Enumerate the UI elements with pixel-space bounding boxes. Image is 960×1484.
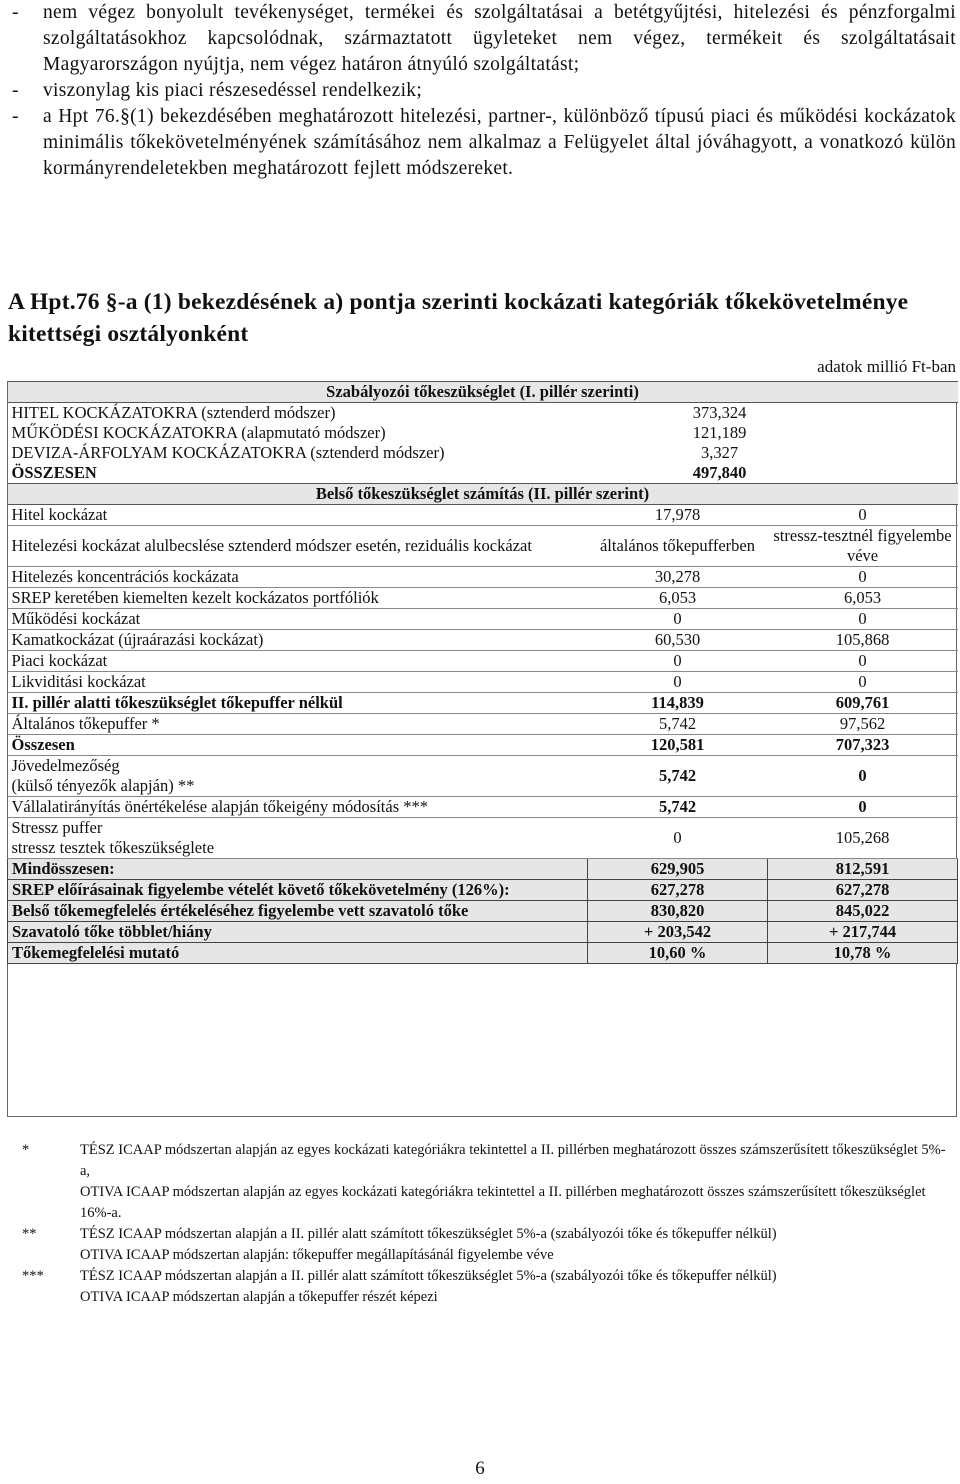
table-row xyxy=(8,526,958,567)
value-col2: stressz-tesztnél figyelembe véve xyxy=(768,526,958,567)
section-heading: A Hpt.76 §-a (1) bekezdésének a) pontja szerinti kockázati kategóriák tőkekövetelménye kitettségi osztályonként xyxy=(8,289,909,347)
value-col1: 17,978 xyxy=(588,505,768,526)
value-col2: 0 xyxy=(768,651,958,672)
table-row xyxy=(8,630,958,651)
row-label: Tőkemegfelelési mutató xyxy=(8,943,588,964)
table-row-surplus xyxy=(8,922,958,943)
value-col2: 812,591 xyxy=(768,859,958,880)
section-title: Belső tőkeszükséglet számítás (II. pillér szerint) xyxy=(8,484,958,505)
table-row-own-funds xyxy=(8,901,958,922)
row-label: ÖSSZESEN xyxy=(11,463,97,482)
bullet-item xyxy=(10,0,956,78)
value-col2: 0 xyxy=(768,505,958,526)
row-label: Kamatkockázat (újraárazási kockázat) xyxy=(8,630,588,651)
page-number: 6 xyxy=(475,1458,485,1479)
table-row-srep xyxy=(8,880,958,901)
footnote xyxy=(22,1266,952,1308)
bullet-dash: - xyxy=(12,2,19,23)
bullet-text: a Hpt 76.§(1) bekezdésében meghatározott hitelezési, partner-, különböző típusú piaci és működési kockázatok minimális tőkekövetelményének számításához nem alkalmaz a Felügyelet által jóváhagyott, a vonatkozó külön kormányrendeletekben meghatározott fejlett módszereket. xyxy=(43,106,956,179)
footnote-line: OTIVA ICAAP módszertan alapján: tőkepuffer megállapításánál figyelembe véve xyxy=(80,1247,554,1263)
table-row xyxy=(8,443,958,463)
row-label: Mindösszesen: xyxy=(8,859,588,880)
value-col2: 0 xyxy=(768,672,958,693)
unit-note: adatok millió Ft-ban xyxy=(817,357,956,376)
value-col2: 105,268 xyxy=(768,818,958,859)
footnote-body xyxy=(80,1266,952,1308)
row-label: Összesen xyxy=(8,735,588,756)
table-row xyxy=(8,651,958,672)
row-label xyxy=(8,756,588,797)
footnote-body xyxy=(80,1224,952,1266)
value-col1: 0 xyxy=(588,818,768,859)
value-col1: 30,278 xyxy=(588,567,768,588)
bullet-dash: - xyxy=(12,106,19,127)
table-row-ratio xyxy=(8,943,958,964)
value-col1: 5,742 xyxy=(588,797,768,818)
value-col1: 629,905 xyxy=(588,859,768,880)
row-label-line: Jövedelmezőség xyxy=(11,756,120,775)
footnote-line: OTIVA ICAAP módszertan alapján a tőkepuffer részét képezi xyxy=(80,1289,438,1305)
row-value: 497,840 xyxy=(692,463,747,482)
row-label: MŰKÖDÉSI KOCKÁZATOKRA (alapmutató módszer) xyxy=(11,423,386,442)
value-col1: 120,581 xyxy=(588,735,768,756)
row-label-line: (külső tényezők alapján) ** xyxy=(11,776,195,795)
table-row xyxy=(8,403,958,424)
bullet-dash: - xyxy=(12,80,19,101)
bullet-item xyxy=(10,104,956,182)
bullet-text: nem végez bonyolult tevékenységet, termékei és szolgáltatásai a betétgyűjtési, hitelezési és pénzforgalmi szolgáltatásokhoz kapcsolódnak, származtatott ügyleteket nem végez, termékeit és szolgáltatásait Magyarországon nyújtja, nem végez határon átnyúló szolgáltatást; xyxy=(43,2,956,75)
section-header-row xyxy=(8,382,958,403)
table-row-grand-total xyxy=(8,859,958,880)
value-col2: 609,761 xyxy=(768,693,958,714)
footnote-mark: * xyxy=(22,1142,30,1158)
row-label: HITEL KOCKÁZATOKRA (sztenderd módszer) xyxy=(11,403,336,422)
footnote-line: TÉSZ ICAAP módszertan alapján a II. pillér alatt számított tőkeszükséglet 5%-a (szabályozói tőke és tőkepuffer nélkül) xyxy=(80,1268,777,1284)
value-col2: 0 xyxy=(768,797,958,818)
row-label-line: stressz tesztek tőkeszükséglete xyxy=(11,838,215,857)
value-col2: 0 xyxy=(768,756,958,797)
footnotes xyxy=(22,1140,952,1308)
table-row xyxy=(8,756,958,797)
value-col1: általános tőkepufferben xyxy=(588,526,768,567)
table-row xyxy=(8,797,958,818)
value-col2: 707,323 xyxy=(768,735,958,756)
value-col2: 6,053 xyxy=(768,588,958,609)
footnote-line: OTIVA ICAAP módszertan alapján az egyes kockázati kategóriákra tekintettel a II. pillérben meghatározott összes számszerűsített tőkeszükséglet 16%-a. xyxy=(80,1184,926,1221)
value-col2: 0 xyxy=(768,567,958,588)
row-value: 121,189 xyxy=(692,423,747,442)
row-label-line: Stressz puffer xyxy=(11,818,103,837)
row-label: SREP keretében kiemelten kezelt kockázatos portfóliók xyxy=(8,588,588,609)
capital-requirement-table xyxy=(7,381,958,964)
value-col1: 830,820 xyxy=(588,901,768,922)
value-col2: + 217,744 xyxy=(768,922,958,943)
value-col1: 5,742 xyxy=(588,756,768,797)
value-col1: 0 xyxy=(588,672,768,693)
value-col1: 0 xyxy=(588,609,768,630)
row-value: 373,324 xyxy=(692,403,747,422)
row-label: Működési kockázat xyxy=(8,609,588,630)
footnote xyxy=(22,1140,952,1224)
value-col1: 6,053 xyxy=(588,588,768,609)
value-col1: 0 xyxy=(588,651,768,672)
row-label: II. pillér alatti tőkeszükséglet tőkepuffer nélkül xyxy=(8,693,588,714)
table-row xyxy=(8,672,958,693)
row-label: Szavatoló tőke többlet/hiány xyxy=(8,922,588,943)
value-col2: 845,022 xyxy=(768,901,958,922)
table-row-total xyxy=(8,735,958,756)
table-row xyxy=(8,423,958,443)
footnote-mark: ** xyxy=(22,1226,37,1242)
value-col1: 114,839 xyxy=(588,693,768,714)
table-row xyxy=(8,609,958,630)
row-label: Hitelezés koncentrációs kockázata xyxy=(8,567,588,588)
table-row xyxy=(8,567,958,588)
footnote-line: TÉSZ ICAAP módszertan alapján az egyes kockázati kategóriákra tekintettel a II. pillérben meghatározott összes számszerűsített tőkeszükséglet 5%-a, xyxy=(80,1142,946,1179)
value-col1: 60,530 xyxy=(588,630,768,651)
table-row-subtotal xyxy=(8,693,958,714)
table-row xyxy=(8,588,958,609)
section-title: Szabályozói tőkeszükséglet (I. pillér szerinti) xyxy=(8,382,958,403)
row-label: SREP előírásainak figyelembe vételét követő tőkekövetelmény (126%): xyxy=(8,880,588,901)
row-value: 3,327 xyxy=(700,443,739,462)
footnote-body xyxy=(80,1140,952,1224)
value-col1: 627,278 xyxy=(588,880,768,901)
footnote xyxy=(22,1224,952,1266)
value-col2: 627,278 xyxy=(768,880,958,901)
bullet-list xyxy=(10,0,956,182)
bullet-text: viszonylag kis piaci részesedéssel rendelkezik; xyxy=(43,80,423,101)
row-label: Általános tőkepuffer * xyxy=(8,714,588,735)
table-row xyxy=(8,714,958,735)
row-label: Piaci kockázat xyxy=(8,651,588,672)
footnote-line: TÉSZ ICAAP módszertan alapján a II. pillér alatt számított tőkeszükséglet 5%-a (szabályozói tőke és tőkepuffer nélkül) xyxy=(80,1226,777,1242)
value-col1: + 203,542 xyxy=(588,922,768,943)
section-header-row xyxy=(8,484,958,505)
row-label: Vállalatirányítás önértékelése alapján tőkeigény módosítás *** xyxy=(8,797,588,818)
value-col2: 97,562 xyxy=(768,714,958,735)
table-row xyxy=(8,505,958,526)
row-label: Belső tőkemegfelelés értékeléséhez figyelembe vett szavatoló tőke xyxy=(8,901,588,922)
row-label: Likviditási kockázat xyxy=(8,672,588,693)
row-label: Hitelezési kockázat alulbecslése sztenderd módszer esetén, reziduális kockázat xyxy=(8,526,588,567)
row-label: DEVIZA-ÁRFOLYAM KOCKÁZATOKRA (sztenderd módszer) xyxy=(11,443,445,462)
table-row-total xyxy=(8,463,958,484)
row-label: Hitel kockázat xyxy=(8,505,588,526)
value-col2: 0 xyxy=(768,609,958,630)
value-col1: 10,60 % xyxy=(588,943,768,964)
value-col2: 105,868 xyxy=(768,630,958,651)
table-row xyxy=(8,818,958,859)
bullet-item xyxy=(10,78,956,104)
footnote-mark: *** xyxy=(22,1268,44,1284)
row-label xyxy=(8,818,588,859)
value-col2: 10,78 % xyxy=(768,943,958,964)
value-col1: 5,742 xyxy=(588,714,768,735)
